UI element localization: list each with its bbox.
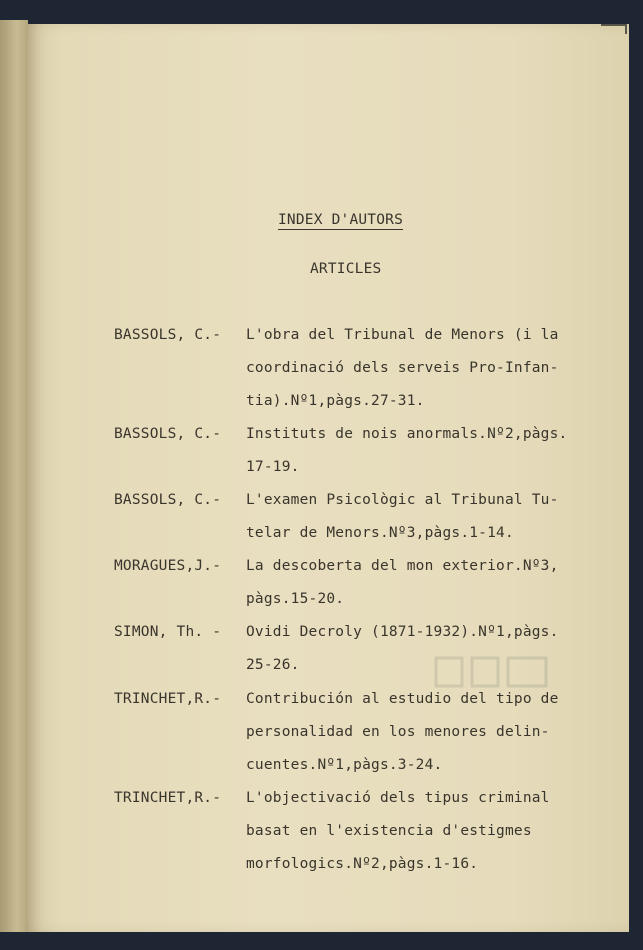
entry-author: SIMON, Th. - bbox=[114, 624, 222, 640]
entry-line: pàgs.15-20. bbox=[246, 591, 345, 607]
entry-author: BASSOLS, C.- bbox=[114, 492, 222, 508]
entry-author: BASSOLS, C.- bbox=[114, 327, 222, 343]
entry-line: Ovidi Decroly (1871-1932).Nº1,pàgs. bbox=[246, 624, 559, 640]
entry-line: Contribución al estudio del tipo de bbox=[246, 691, 559, 707]
entry-line: telar de Menors.Nº3,pàgs.1-14. bbox=[246, 525, 514, 541]
entry-author: TRINCHET,R.- bbox=[114, 790, 222, 806]
entry-author: TRINCHET,R.- bbox=[114, 691, 222, 707]
entry-line: 17-19. bbox=[246, 459, 300, 475]
entry-author: BASSOLS, C.- bbox=[114, 426, 222, 442]
index-title: INDEX D'AUTORS bbox=[278, 212, 404, 228]
entry-line: La descoberta del mon exterior.Nº3, bbox=[246, 558, 559, 574]
entry-line: cuentes.Nº1,pàgs.3-24. bbox=[246, 757, 443, 773]
entry-line: tia).Nº1,pàgs.27-31. bbox=[246, 393, 425, 409]
entry-line: L'examen Psicològic al Tribunal Tu- bbox=[246, 492, 559, 508]
entry-line: L'objectivació dels tipus criminal bbox=[246, 790, 550, 806]
entry-line: L'obra del Tribunal de Menors (i la bbox=[246, 327, 559, 343]
entry-line: coordinació dels serveis Pro-Infan- bbox=[246, 360, 559, 376]
entry-line: 25-26. bbox=[246, 657, 300, 673]
entry-line: personalidad en los menores delin- bbox=[246, 724, 550, 740]
page-corner-mark bbox=[601, 24, 627, 34]
previous-page-edge bbox=[0, 20, 28, 932]
entry-line: basat en l'existencia d'estigmes bbox=[246, 823, 532, 839]
entry-line: Instituts de nois anormals.Nº2,pàgs. bbox=[246, 426, 568, 442]
section-subtitle: ARTICLES bbox=[310, 261, 382, 277]
faint-stamp-mark bbox=[432, 652, 552, 692]
entry-line: morfologics.Nº2,pàgs.1-16. bbox=[246, 856, 479, 872]
entry-author: MORAGUES,J.- bbox=[114, 558, 222, 574]
